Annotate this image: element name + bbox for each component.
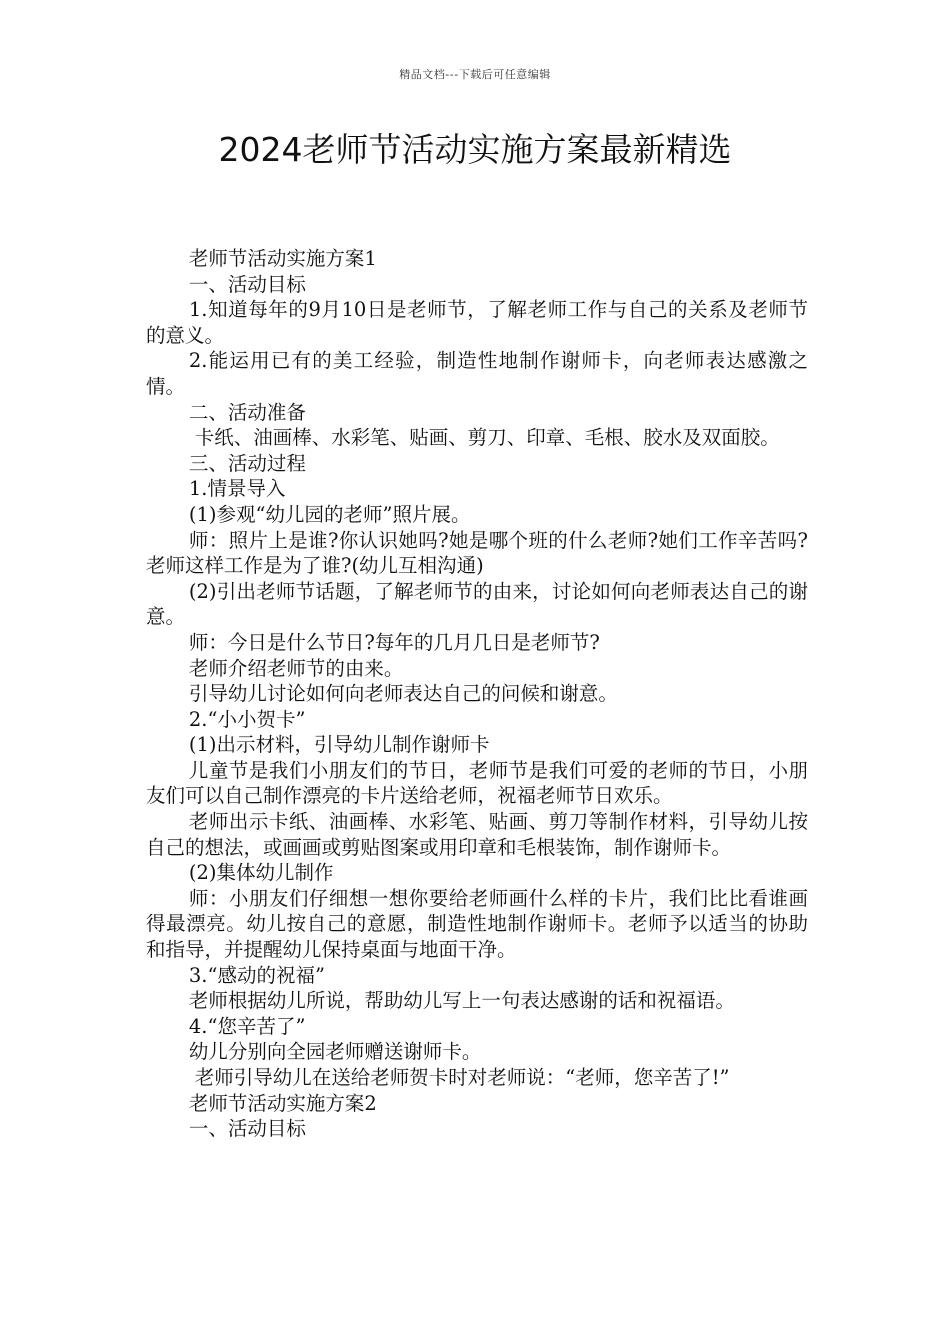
process-substep: (1)出示材料，引导幼儿制作谢师卡 [188,733,490,757]
body-paragraph: 师：照片上是谁?你认识她吗?她是哪个班的什么老师?她们工作辛苦吗?老师这样工作是为了谁?(幼儿互相沟通) [146,528,808,578]
goal-item-1: 1.知道每年的9月10日是老师节，了解老师工作与自己的关系及老师节的意义。 [146,298,808,347]
goal-item-2: 2.能运用已有的美工经验，制造性地制作谢师卡，向老师表达感激之情。 [146,349,808,398]
process-substep: (1)参观“幼儿园的老师”照片展。 [188,502,471,526]
body-paragraph: 师：今日是什么节日?每年的几月几日是老师节? [188,630,600,654]
document-body [146,246,808,1142]
heading-activity-process: 三、活动过程 [188,451,306,475]
heading-activity-goals: 一、活动目标 [188,272,306,296]
body-paragraph: 引导幼儿讨论如何向老师表达自己的问候和谢意。 [188,682,618,706]
process-substep: (2)集体幼儿制作 [188,861,334,885]
body-paragraph: 儿童节是我们小朋友们的节日，老师节是我们可爱的老师的节日，小朋友们可以自己制作漂亮的卡片送给老师，祝福老师节日欢乐。 [146,758,808,808]
process-substep: (2)引出老师节话题，了解老师节的由来，讨论如何向老师表达自己的谢意。 [146,579,808,629]
body-paragraph: 老师引导幼儿在送给老师贺卡时对老师说：“老师，您辛苦了!” [194,1066,730,1089]
heading-activity-preparation: 二、活动准备 [188,400,306,424]
body-paragraph: 师：小朋友们仔细想一想你要给老师画什么样的卡片，我们比比看谁画得最漂亮。幼儿按自己的意愿，制造性地制作谢师卡。老师予以适当的协助和指导，并提醒幼儿保持桌面与地面干净。 [146,886,808,962]
body-paragraph: 老师介绍老师节的由来。 [188,656,404,680]
section-heading-plan-1: 老师节活动实施方案1 [188,247,377,270]
section-heading-plan-2: 老师节活动实施方案2 [188,1091,377,1115]
process-step-3: 3.“感动的祝福” [188,963,325,987]
process-step-1: 1.情景导入 [188,477,286,501]
heading-activity-goals-2: 一、活动目标 [188,1117,306,1141]
body-paragraph: 老师出示卡纸、油画棒、水彩笔、贴画、剪刀等制作材料，引导幼儿按自己的想法，或画画或剪贴图案或用印章和毛根装饰，制作谢师卡。 [146,810,808,859]
page-header: 精品文档---下载后可任意编辑 [399,68,551,81]
preparation-materials: 卡纸、油画棒、水彩笔、贴画、剪刀、印章、毛根、胶水及双面胶。 [194,426,780,450]
body-paragraph: 老师根据幼儿所说，帮助幼儿写上一句表达感谢的话和祝福语。 [188,989,735,1013]
process-step-4: 4.“您辛苦了” [188,1014,306,1038]
process-step-2: 2.“小小贺卡” [188,707,306,731]
document-title: 2024老师节活动实施方案最新精选 [218,130,732,169]
body-paragraph: 幼儿分别向全园老师赠送谢师卡。 [188,1040,482,1064]
